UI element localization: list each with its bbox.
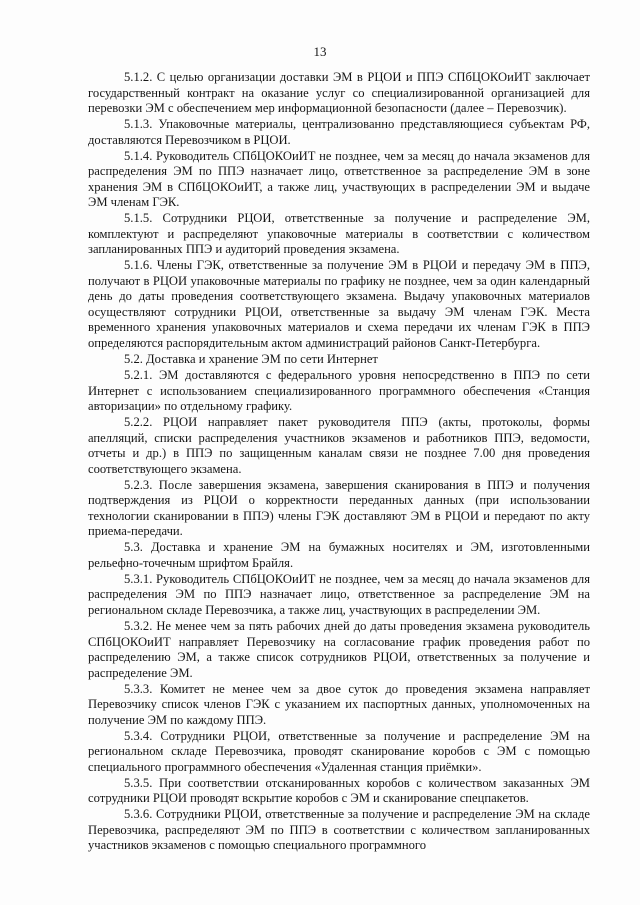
paragraph-5-3-6: 5.3.6. Сотрудники РЦОИ, ответственные за получение и распределение ЭМ на складе Перевозчика, распределяют ЭМ по ППЭ в соответствии с количеством запланированных участников экзаменов с помощью специального программного: [88, 807, 590, 853]
paragraph-5-3-4: 5.3.4. Сотрудники РЦОИ, ответственные за получение и распределение ЭМ на региональном складе Перевозчика, проводят сканирование коробов с ЭМ с помощью специального программного обеспечения «Удаленная станция приёмки».: [88, 728, 590, 774]
paragraph-5-2-3: 5.2.3. После завершения экзамена, завершения сканирования в ППЭ и получения подтверждения из РЦОИ о корректности переданных данных (при использовании технологии сканировании в ППЭ) члены ГЭК доставляют ЭМ в РЦОИ и передают по акту приема-передачи.: [88, 477, 590, 539]
page-number: 13: [313, 44, 327, 59]
document-body: [88, 70, 590, 855]
paragraph-5-1-4: 5.1.4. Руководитель СПбЦОКОиИТ не позднее, чем за месяц до начала экзаменов для распределения ЭМ по ППЭ назначает лицо, ответственное за распределение ЭМ в зоне хранения ЭМ в СПбЦОКОиИТ, а также лиц, участвующих в распределении ЭМ и выдаче ЭМ членам ГЭК.: [88, 148, 590, 210]
paragraph-5-1-2: 5.1.2. С целью организации доставки ЭМ в РЦОИ и ППЭ СПбЦОКОиИТ заключает государственный контракт на оказание услуг со специализированной организацией для перевозки ЭМ с обеспечением мер информационной безопасности (далее – Перевозчик).: [88, 70, 590, 115]
paragraph-5-3-2: 5.3.2. Не менее чем за пять рабочих дней до даты проведения экзамена руководитель СПбЦОКОиИТ направляет Перевозчику на согласование график проведения работ по распределению ЭМ, а также список сотрудников РЦОИ, ответственных за получение и распределение ЭМ.: [88, 619, 590, 680]
paragraph-5-2-2: 5.2.2. РЦОИ направляет пакет руководителя ППЭ (акты, протоколы, формы апелляций, списки распределения участников экзаменов и работников ППЭ, ведомости, отчеты и др.) в ППЭ по защищенным каналам связи не позднее 7.00 дня проведения соответствующего экзамена.: [88, 415, 590, 476]
paragraph-5-2-1: 5.2.1. ЭМ доставляются с федерального уровня непосредственно в ППЭ по сети Интернет с использованием специализированного программного обеспечения «Станция авторизации» по отдельному графику.: [88, 368, 590, 414]
paragraph-5-1-6: 5.1.6. Члены ГЭК, ответственные за получение ЭМ в РЦОИ и передачу ЭМ в ППЭ, получают в РЦОИ упаковочные материалы по графику не позднее, чем за один календарный день до даты проведения соответствующего экзамена. Выдачу упаковочных материалов осуществляют сотрудники РЦОИ, ответственные за выдачу ЭМ членам ГЭК. Места временного хранения упаковочных материалов и схема передачи их членам ГЭК в ППЭ определяются распорядительным актом администраций районов Санкт-Петербурга.: [88, 258, 590, 350]
paragraph-5-3-1: 5.3.1. Руководитель СПбЦОКОиИТ не позднее, чем за месяц до начала экзаменов для распределения ЭМ по ППЭ назначает лицо, ответственное за распределение ЭМ на региональном складе Перевозчика, а также лиц, участвующих в распределении ЭМ.: [88, 571, 590, 617]
section-heading-5-2: 5.2. Доставка и хранение ЭМ по сети Интернет: [124, 351, 378, 366]
paragraph-5-1-3: 5.1.3. Упаковочные материалы, централизованно представляющиеся субъектам РФ, доставляются Перевозчиком в РЦОИ.: [88, 117, 590, 147]
paragraph-5-1-5: 5.1.5. Сотрудники РЦОИ, ответственные за получение и распределение ЭМ, комплектуют и распределяют упаковочные материалы в соответствии с количеством запланированных ППЭ и аудиторий проведения экзамена.: [88, 211, 590, 257]
section-heading-5-3: 5.3. Доставка и хранение ЭМ на бумажных носителях и ЭМ, изготовленными рельефно-точечным шрифтом Брайля.: [88, 540, 590, 570]
paragraph-5-3-5: 5.3.5. При соответствии отсканированных коробов с количеством заказанных ЭМ сотрудники РЦОИ проводят вскрытие коробов с ЭМ и сканирование спецпакетов.: [88, 775, 590, 806]
paragraph-5-3-3: 5.3.3. Комитет не менее чем за двое суток до проведения экзамена направляет Перевозчику список членов ГЭК с указанием их паспортных данных, уполномоченных на получение ЭМ по каждому ППЭ.: [88, 681, 590, 727]
